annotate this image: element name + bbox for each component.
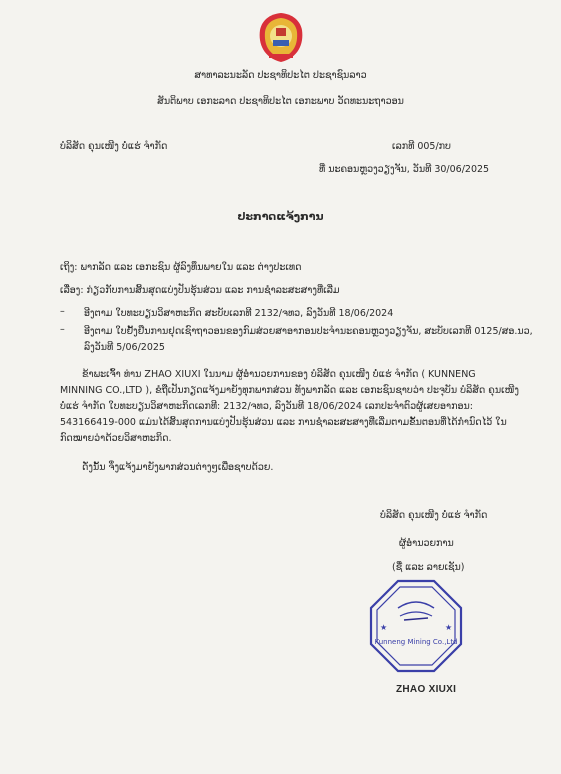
signer-name: ZHAO XIUXI: [396, 684, 457, 695]
signature-position: ຜູ້ອໍານວຍການ: [399, 538, 454, 549]
stamp-text: Kunneng Mining Co.,Ltd: [374, 638, 458, 646]
subject-line: ເລື່ອງ: ກ່ຽວກັບການສິ້ນສຸດແບ່ງປັນຮຸ້ນສ່ວນ ແລະ ການຊໍາລະສະສາງທີ່ເລີ່ມ: [60, 285, 340, 296]
company-stamp: [368, 578, 464, 674]
company-name: ບໍລິສັດ ຄຸນເໜີງ ບໍ່ແຮ່ ຈໍາກັດ: [60, 141, 168, 152]
signature-note: (ຊື່ ແລະ ລາຍເຊັນ): [392, 562, 465, 573]
closing-paragraph: ດັ່ງນັ້ນ ຈຶ່ງແຈ້ງມາຍັງພາກສ່ວນຕ່າງໆເພື່ອຊາບດ້ວຍ.: [82, 462, 274, 473]
recipient-line: ເຖິງ: ພາກລັດ ແລະ ເອກະຊົນ ຜູ້ລົງທຶນພາຍໃນ ແລະ ຕ່າງປະເທດ: [60, 262, 302, 273]
svg-text:★: ★: [380, 623, 388, 632]
lao-national-emblem-icon: [256, 10, 306, 64]
state-motto: ສັນຕິພາບ ເອກະລາດ ປະຊາທິປະໄຕ ເອກະພາບ ວັດທະນະຖາວອນ: [157, 96, 404, 107]
reference-bullet: –: [60, 324, 65, 335]
svg-text:★: ★: [445, 623, 453, 632]
document-title: ປະກາດແຈ້ງການ: [237, 210, 324, 223]
reference-item: ອີງຕາມ ໃບຢັ້ງຢືນການຢຸດເຊົາຖາວອນຂອງກົມສ່ວຍສາອາກອນປະຈຳນະຄອນຫຼວງວຽງຈັນ, ສະບັບເລກທີ 0125/ສອ.ນວ, ລົງວັນທີ 5/06/2025: [84, 326, 533, 353]
signature-company: ບໍລິສັດ ຄຸນເໜີງ ບໍ່ແຮ່ ຈໍາກັດ: [380, 510, 488, 521]
reference-item: ອີງຕາມ ໃບທະບຽນວິສາຫະກິດ ສະບັບເລກທີ 2132/ຈທວ, ລົງວັນທີ 18/06/2024: [84, 308, 394, 319]
state-name: ສາທາລະນະລັດ ປະຊາທິປະໄຕ ປະຊາຊົນລາວ: [194, 70, 367, 81]
reference-bullet: –: [60, 306, 65, 317]
body-paragraph: ຂ້າພະເຈົ້າ ທ່ານ ZHAO XIUXI ໃນນາມ ຜູ້ອໍານວຍການຂອງ ບໍລິສັດ ຄຸນເໜີງ ບໍ່ແຮ່ ຈໍາກັດ ( KUNNENG MINNING CO.,LTD ), ຂໍຖືເປັນກຽດແຈ້ງມາຍັງທຸກພາກສ່ວນ ທັງພາກລັດ ແລະ ເອກະຊົນຊາບວ່າ ປະຈຸບັນ ບໍລິສັດ ຄຸນເໜີງ ບໍ່ແຮ່ ຈໍາກັດ ໃບທະບຽນວິສາຫະກິດເລກທີ: 2132/ຈທວ, ລົງວັນທີ 18/06/2024 ເລກປະຈໍາຕົວຜູ້ເສຍອາກອນ: 543166419-000 ແມ່ນໄດ້ສິ້ນສຸດການແບ່ງປັນຮຸ້ນສ່ວນ ແລະ ການຊໍາລະສະສາງທີ່ເລີ່ມຕາມຂັ້ນຕອນທີ່ໄດ້ກໍານົດໄວ້ ໃນກົດໝາຍວ່າດ້ວຍວິສາຫະກິດ.: [60, 369, 520, 444]
place-date: ທີ່ ນະຄອນຫຼວງວຽງຈັນ, ວັນທີ 30/06/2025: [319, 164, 490, 175]
document-number: ເລກທີ 005/ກບ: [392, 141, 451, 152]
